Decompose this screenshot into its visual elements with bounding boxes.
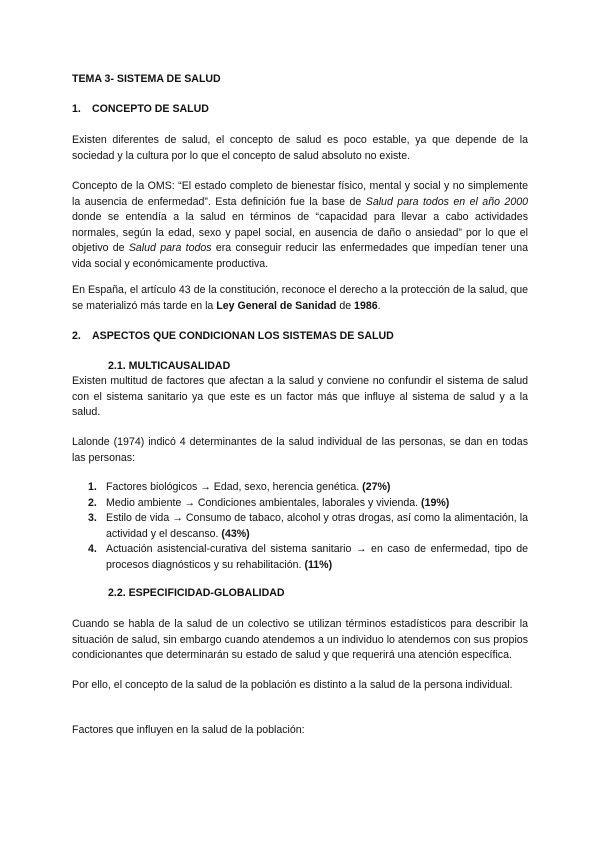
oms-text-c: donde se entendía a la salud en términos de “capacidad para llevar a cabo actividades normales, según la edad, sexo y papel social, en ausencia de daño o ansiedad” por lo que el objetivo de <box>72 211 528 254</box>
list-text: Factores biológicos → Edad, sexo, herencia genética. <box>106 481 363 493</box>
paragraph-salud-definicion: Existen diferentes de salud, el concepto de salud es poco estable, ya que depende de la sociedad y la cultura por lo que el concepto de salud absoluto no existe. <box>72 134 528 162</box>
paragraph-especificidad: Cuando se habla de la salud de un colectivo se utilizan términos estadísticos para describir la situación de salud, sin embargo cuando atendemos a un individuo lo atendemos con sus propios condicionantes que determinarán su estado de salud y que requerirá una atención específica. <box>72 618 528 661</box>
list-number: 1. <box>88 481 97 493</box>
list-text: Actuación asistencial-curativa del sistema sanitario → en caso de enfermedad, tipo de procesos diagnósticos y su rehabilitación. <box>106 543 528 571</box>
list-text: Estilo de vida → Consumo de tabaco, alcohol y otras drogas, así como la alimentación, la actividad y el descanso. <box>106 512 528 540</box>
list-percentage: (11%) <box>304 558 333 571</box>
paragraph-factores: Factores que influyen en la salud de la población: <box>72 724 305 736</box>
list-number: 4. <box>88 543 97 555</box>
section-1-heading <box>72 102 209 118</box>
section-2-1-heading: 2.1. MULTICAUSALIDAD <box>108 360 231 372</box>
oms-italic-salud-todos: Salud para todos <box>128 242 212 254</box>
list-item <box>72 480 528 496</box>
espana-text-a: En España, el artículo 43 de la constitución, reconoce el derecho a la protección de la salud, que se materializó más tarde en la <box>72 284 528 312</box>
list-text: Medio ambiente → Condiciones ambientales, laborales y vivienda. <box>106 496 422 509</box>
year-1986: 1986 <box>354 299 378 312</box>
paragraph-multicausalidad: Existen multitud de factores que afectan a la salud y conviene no confundir el sistema de salud con el sistema sanitario ya que este es un factor más que influye al sistema de salud y a la salud. <box>72 375 528 418</box>
list-percentage: (27%) <box>362 481 391 493</box>
oms-italic-salud-2000: Salud para todos en el año 2000 <box>365 195 528 208</box>
paragraph-oms <box>72 179 528 272</box>
paragraph-espana <box>72 283 528 314</box>
section-2-2-heading: 2.2. ESPECIFICIDAD-GLOBALIDAD <box>108 587 285 599</box>
section-2-title: ASPECTOS QUE CONDICIONAN LOS SISTEMAS DE SALUD <box>92 330 394 342</box>
oms-text-e: era conseguir reducir las enfermedades que impedían tener una vida social y económicamente productiva. <box>72 242 529 270</box>
section-1-number: 1. <box>72 103 81 115</box>
document-title: TEMA 3- SISTEMA DE SALUD <box>72 73 221 85</box>
section-2-heading <box>72 329 394 345</box>
list-percentage: (43%) <box>221 527 250 540</box>
list-item <box>72 542 528 573</box>
paragraph-poblacion: Por ello, el concepto de la salud de la población es distinto a la salud de la persona individual. <box>72 679 513 691</box>
list-number: 2. <box>88 496 97 509</box>
section-2-number: 2. <box>72 330 81 342</box>
determinants-list <box>72 480 528 573</box>
list-number: 3. <box>88 512 97 524</box>
espana-text-e: . <box>377 299 381 312</box>
paragraph-lalonde: Lalonde (1974) indicó 4 determinantes de la salud individual de las personas, se dan en todas las personas: <box>72 436 528 464</box>
espana-text-c: de <box>336 299 355 312</box>
section-1-title: CONCEPTO DE SALUD <box>92 103 209 115</box>
list-item <box>72 511 528 542</box>
list-item <box>72 496 528 512</box>
ley-general-sanidad: Ley General de Sanidad <box>216 299 337 312</box>
list-percentage: (19%) <box>421 496 450 509</box>
oms-text-a: Concepto de la OMS: “El estado completo de bienestar físico, mental y social y no simplemente la ausencia de enfermedad”. Esta definición fue la base de <box>72 180 528 208</box>
